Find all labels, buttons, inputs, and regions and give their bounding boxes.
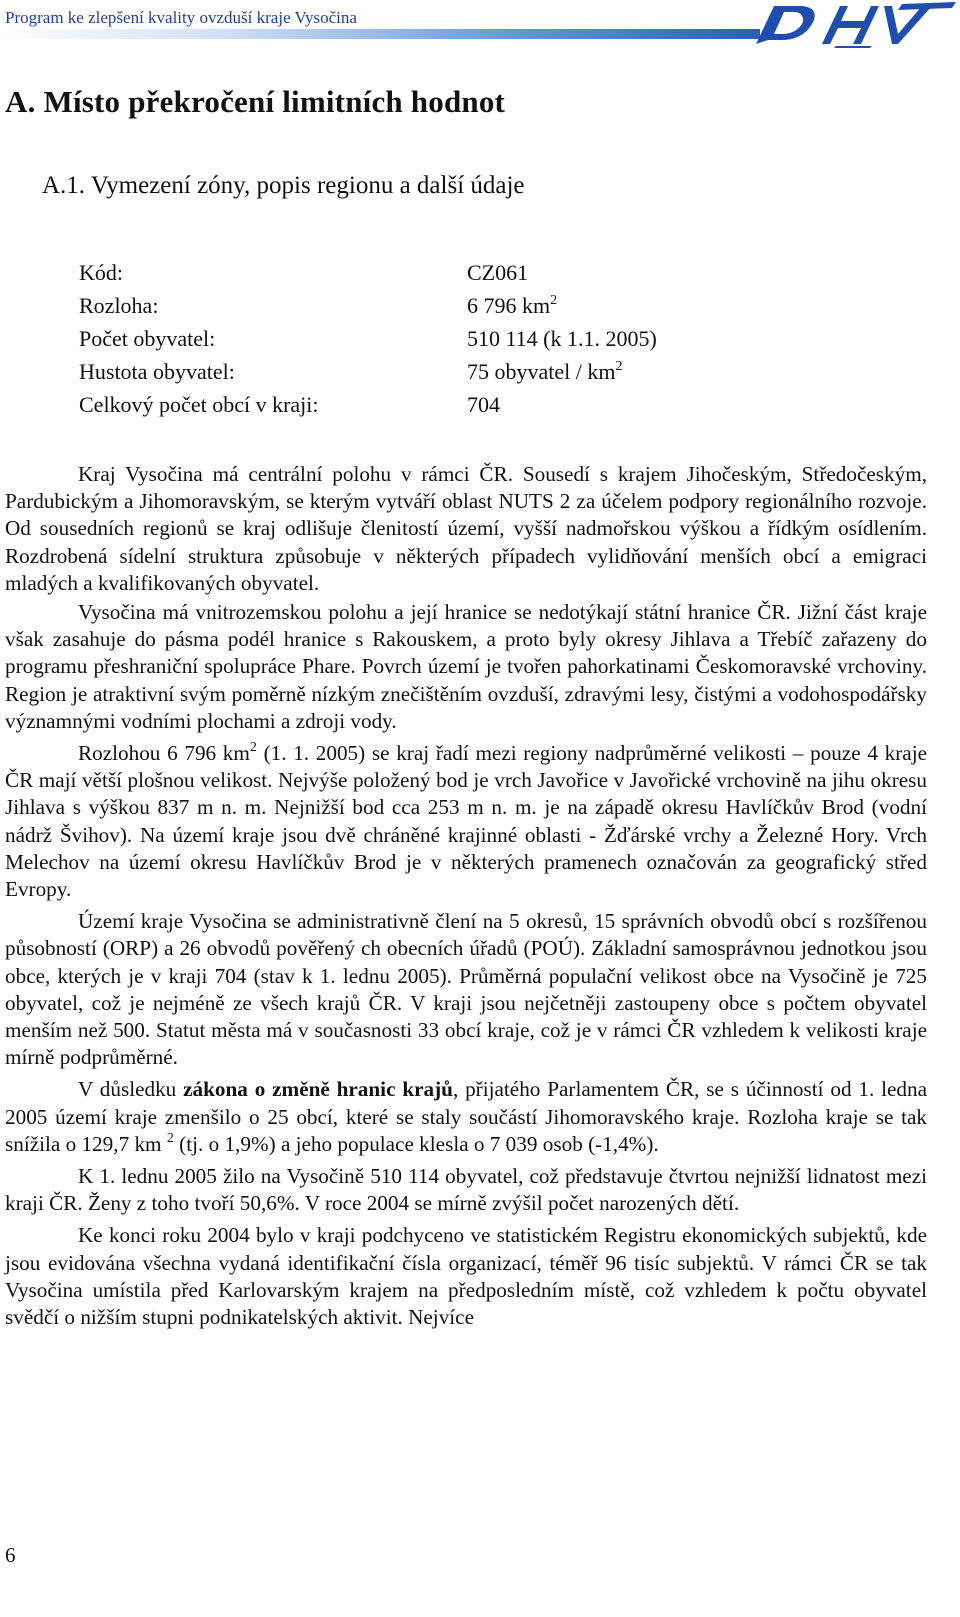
law-reference: zákona o změně hranic krajů <box>183 1077 453 1102</box>
body-text <box>5 461 927 1336</box>
fact-value: 510 114 (k 1.1. 2005) <box>467 326 657 351</box>
fact-label: Hustota obyvatel: <box>79 359 235 384</box>
fact-value: 6 796 $km^2$ <box>467 293 558 318</box>
fact-label: Celkový počet obcí v kraji: <box>79 392 319 417</box>
header-title: Program ke zlepšení kvality ovzduší kraje Vysočina <box>5 8 357 27</box>
fact-label: Počet obyvatel: <box>79 326 216 351</box>
paragraph: K 1. lednu 2005 žilo na Vysočině 510 114 obyvatel, což představuje čtvrtou nejnižší lidnatost mezi kraji ČR. Ženy z toho tvoří 50,6%. V roce 2004 se mírně zvýšil počet narozených dětí. <box>5 1164 927 1216</box>
paragraph: V důsledku zákona o změně hranic krajů, přijatého Parlamentem ČR, se s účinností od 1. ledna 2005 území kraje zmenšilo o 25 obcí, které se staly součástí Jihomoravského kraje. Rozloha kraje se tak snížila o 129,7 km $^2$ (tj. o 1,9%) a jeho populace klesla o 7 039 osob (-1,4%). <box>5 1077 928 1156</box>
header-rule <box>0 29 760 39</box>
fact-value: CZ061 <box>467 260 529 285</box>
fact-label: Kód: <box>79 260 123 285</box>
paragraph: Území kraje Vysočina se administrativně člení na 5 okresů, 15 správních obvodů obcí s rozšířenou působností (ORP) a 26 obvodů pověřený ch obecních úřadů (POÚ). Základní samosprávnou jednotkou jsou obce, kterých je v kraji 704 (stav k 1. lednu 2005). Průměrná populační velikost obce na Vysočině je 725 obyvatel, což je nejméně ze všech krajů ČR. V kraji jsou nejčetněji zastoupeny obce s počtem obyvatel menším než 500. Statut města má v současnosti 33 obcí kraje, což je v rámci ČR vzhledem k velikosti kraje mírně podprůměrné. <box>5 909 927 1070</box>
fact-value: 75 obyvatel / $km^2$ <box>467 359 623 384</box>
paragraph: Kraj Vysočina má centrální polohu v rámci ČR. Sousedí s krajem Jihočeským, Středočeským, Pardubickým a Jihomoravským, se kterým vytváří oblast NUTS 2 za účelem podpory regionálního rozvoje. Od sousedních regionů se kraj odlišuje členitostí území, vyšší nadmořskou výškou a řídkým osídlením. Rozdrobená sídelní struktura způsobuje v některých případech vylidňování menších obcí a emigraci mladých a kvalifikovaných obyvatel. <box>5 462 927 595</box>
page-header <box>0 0 960 48</box>
section-heading: A. Místo překročení limitních hodnot <box>5 84 506 119</box>
paragraph: Rozlohou 6 796 $km^2$ (1. 1. 2005) se kraj řadí mezi regiony nadprůměrné velikosti – pouze 4 kraje ČR mají větší plošnou velikost. Nejvýše položený bod je vrch Javořice v Javořické vrchovině na jihu okresu Jihlava s výškou 837 m n. m. Nejnižší bod cca 253 m n. m. je na západě okresu Havlíčkův Brod (vodní nádrž Švihov). Na území kraje jsou dvě chráněné krajinné oblasti - Žďárské vrchy a Železné Hory. Vrch Melechov na území okresu Havlíčkův Brod je v některých pramenech označován za geografický střed Evropy. <box>5 740 927 902</box>
paragraph: Ke konci roku 2004 bylo v kraji podchyceno ve statistickém Registru ekonomických subjektů, kde jsou evidována všechna vydaná identifikační čísla organizací, téměř 96 tisíc subjektů. V rámci ČR se tak Vysočina umístila před Karlovarským krajem na předposledním místě, což vzhledem k počtu obyvatel svědčí o nižším stupni podnikatelských aktivit. Nejvíce <box>5 1223 927 1330</box>
paragraph: Vysočina má vnitrozemskou polohu a její hranice se nedotýkají státní hranice ČR. Jižní část kraje však zasahuje do pásma podél hranice s Rakouskem, a proto byly okresy Jihlava a Třebíč zařazeny do programu přeshraniční spolupráce Phare. Povrch území je tvořen pahorkatinami Českomoravské vrchoviny. Region je atraktivní svým poměrně nízkým znečištěním ovzduší, zdravými lesy, čistými a vodohospodářsky významnými vodními plochami a zdroji vody. <box>5 600 927 733</box>
page-number: 6 <box>5 1543 16 1567</box>
fact-value: 704 <box>467 392 500 417</box>
fact-label: Rozloha: <box>79 293 159 318</box>
subsection-heading: A.1. Vymezení zóny, popis regionu a další údaje <box>42 172 525 199</box>
dhv-logo-icon <box>752 0 958 48</box>
